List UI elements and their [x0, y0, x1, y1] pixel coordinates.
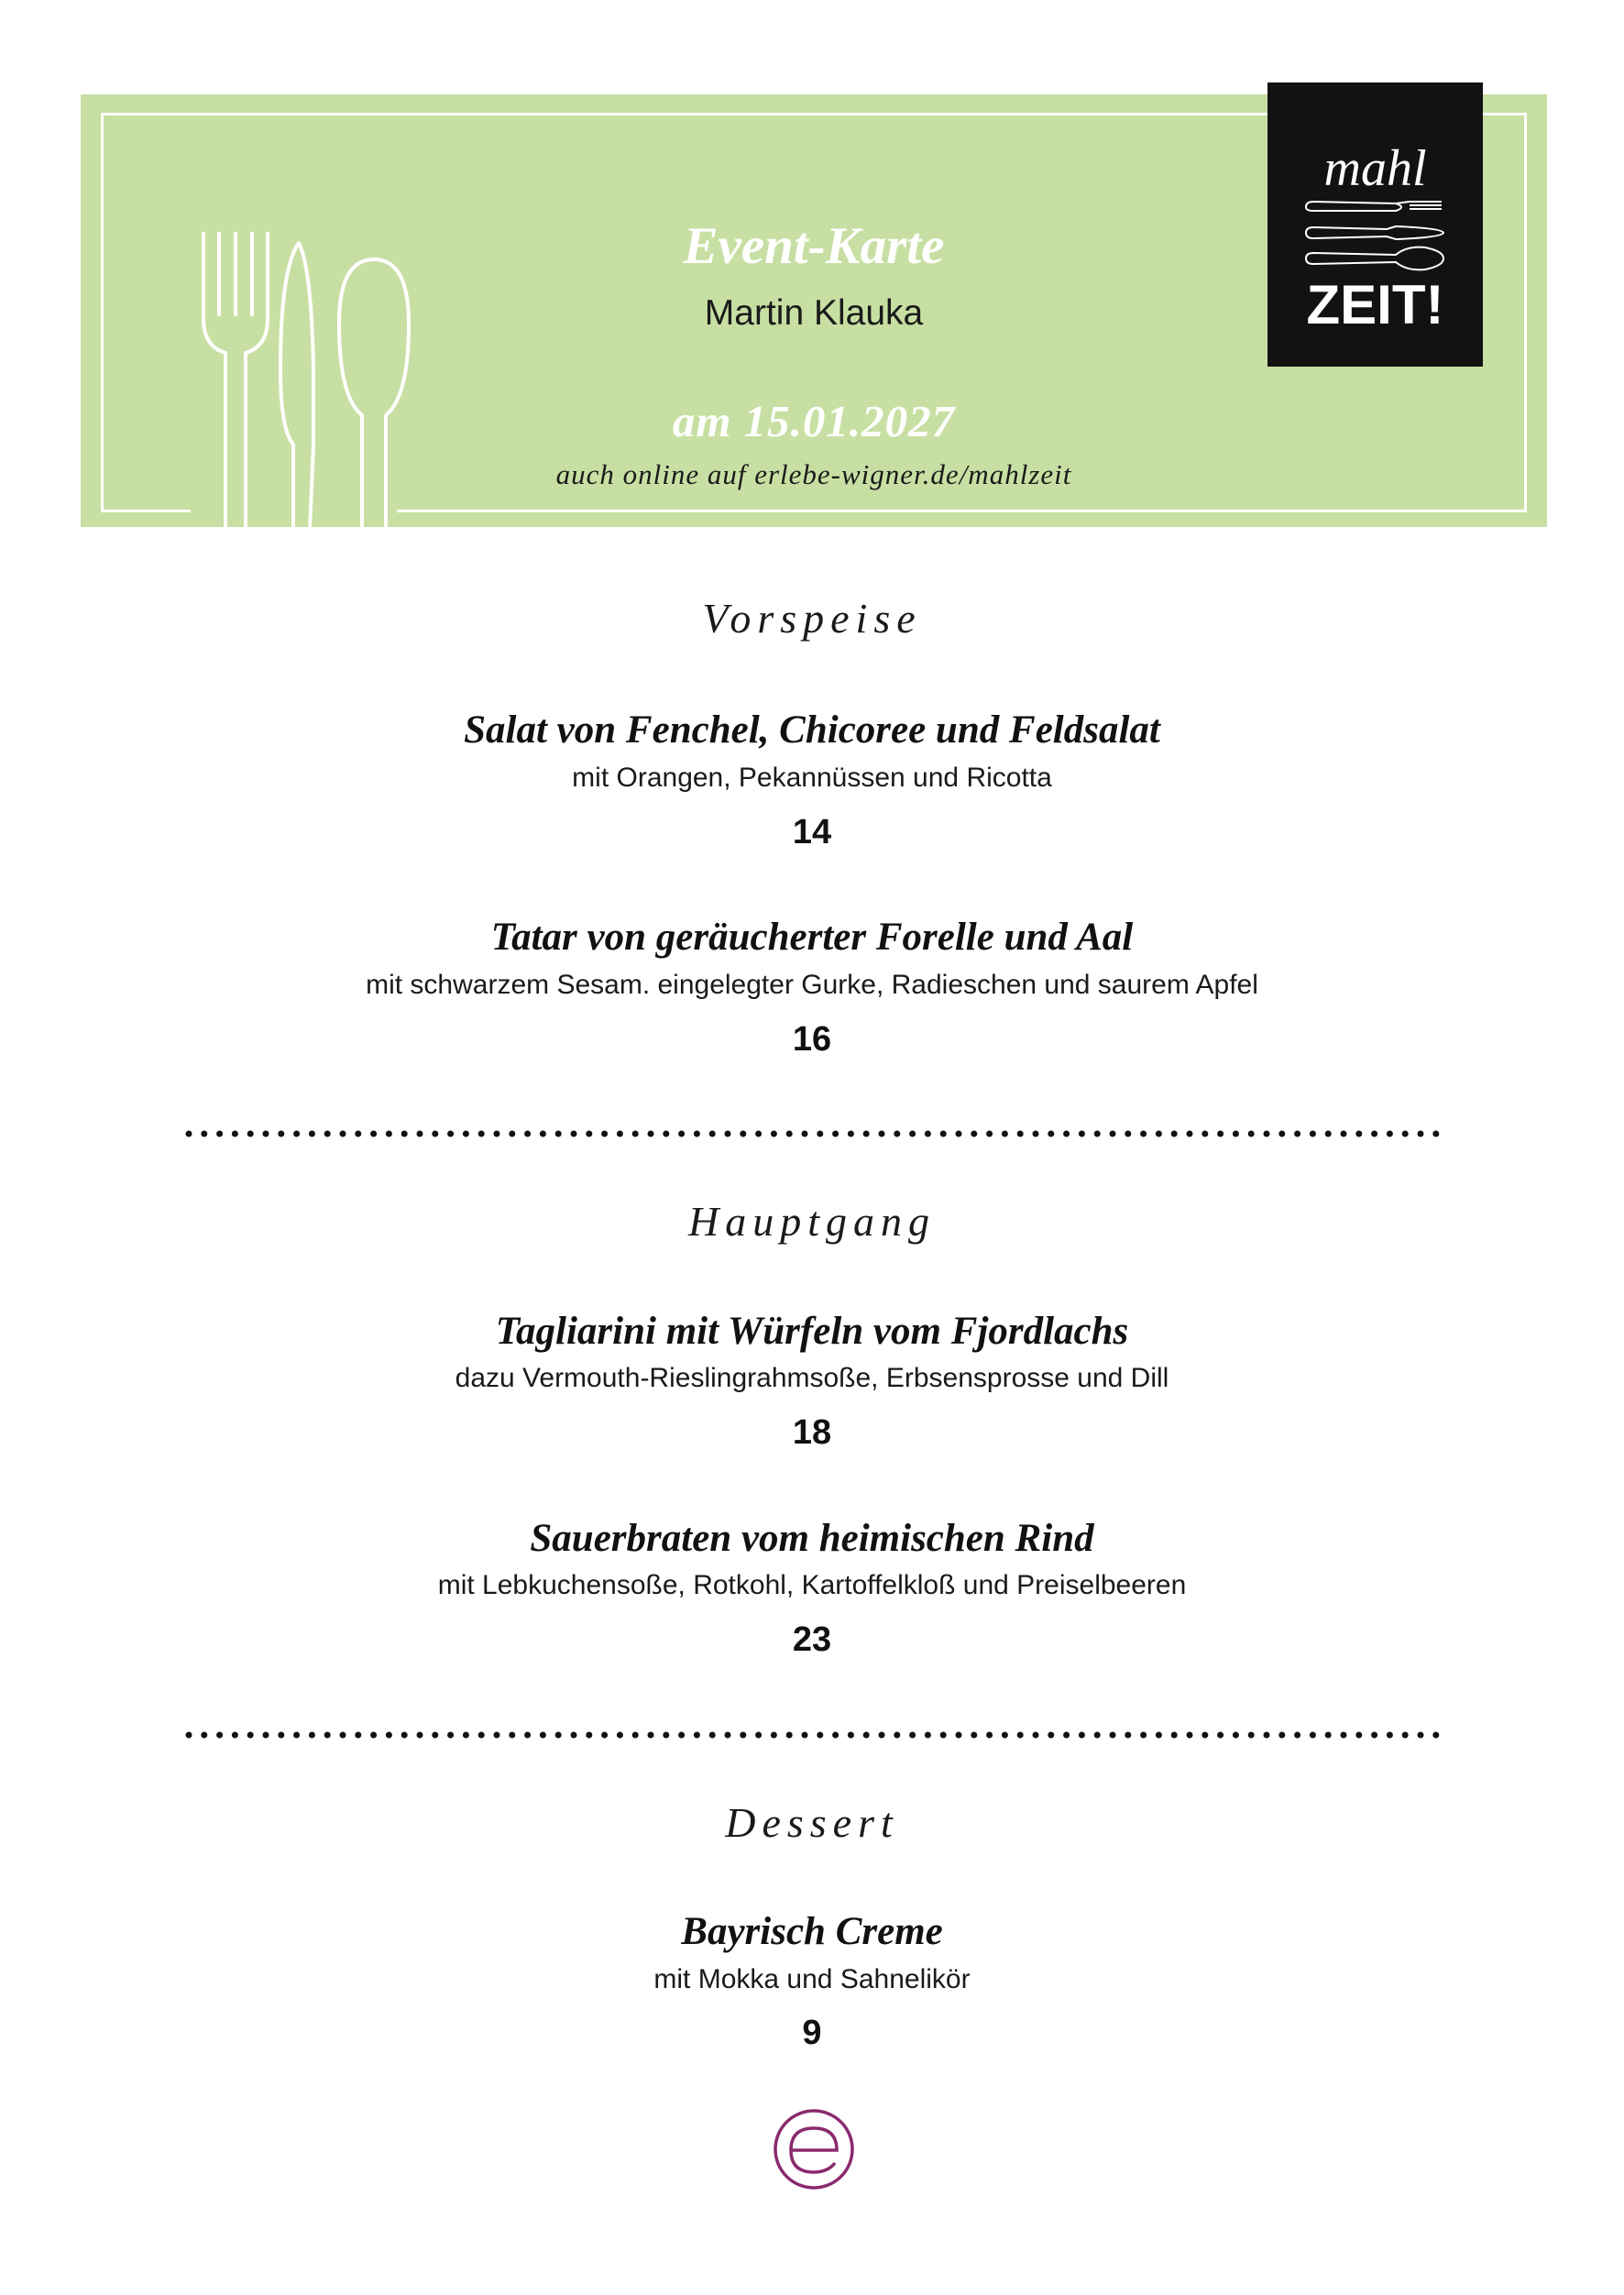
dish-price: 18 [792, 1413, 832, 1452]
section-title-vorspeise: Vorspeise [702, 595, 922, 642]
online-link-text: auch online auf erlebe-wigner.de/mahlzeit [555, 458, 1072, 490]
logo-top-text: mahl [1323, 140, 1427, 197]
section-title-dessert: Dessert [725, 1799, 899, 1846]
brand-e-logo-icon [773, 2108, 855, 2191]
dish-price: 9 [802, 2014, 822, 2052]
event-host: Martin Klauka [704, 293, 924, 333]
section-title-hauptgang: Hauptgang [688, 1198, 936, 1245]
logo-bottom-text: ZEIT! [1306, 274, 1444, 335]
dish-description: dazu Vermouth-Rieslingrahmsoße, Erbsensprosse und Dill [455, 1363, 1169, 1393]
event-title: Event-Karte [683, 217, 945, 275]
dish-price: 14 [792, 813, 832, 851]
logo-cutlery-icon [1304, 198, 1446, 271]
dish-name: Tatar von geräucherter Forelle und Aal [490, 916, 1134, 959]
dish-name: Salat von Fenchel, Chicoree und Feldsalat [464, 708, 1160, 752]
dish-description: mit Lebkuchensoße, Rotkohl, Kartoffelkloß und Preiselbeeren [437, 1570, 1187, 1600]
dish-name: Tagliarini mit Würfeln vom Fjordlachs [495, 1310, 1129, 1353]
dish-name: Bayrisch Creme [681, 1910, 943, 1953]
dish-price: 23 [792, 1620, 832, 1659]
frame-line-bottom-left [101, 510, 191, 512]
event-date: am 15.01.2027 [672, 396, 956, 446]
mahlzeit-logo [1267, 82, 1483, 367]
dish-description: mit Mokka und Sahnelikör [653, 1964, 971, 1994]
dotted-divider [183, 1729, 1443, 1740]
dish-description: mit Orangen, Pekannüssen und Ricotta [572, 763, 1052, 793]
dish-price: 16 [792, 1020, 832, 1059]
frame-line-bottom-right [397, 510, 1527, 512]
dotted-divider [183, 1128, 1443, 1139]
dish-description: mit schwarzem Sesam. eingelegter Gurke, Radieschen und saurem Apfel [366, 970, 1258, 1000]
dish-name: Sauerbraten vom heimischen Rind [530, 1517, 1094, 1560]
